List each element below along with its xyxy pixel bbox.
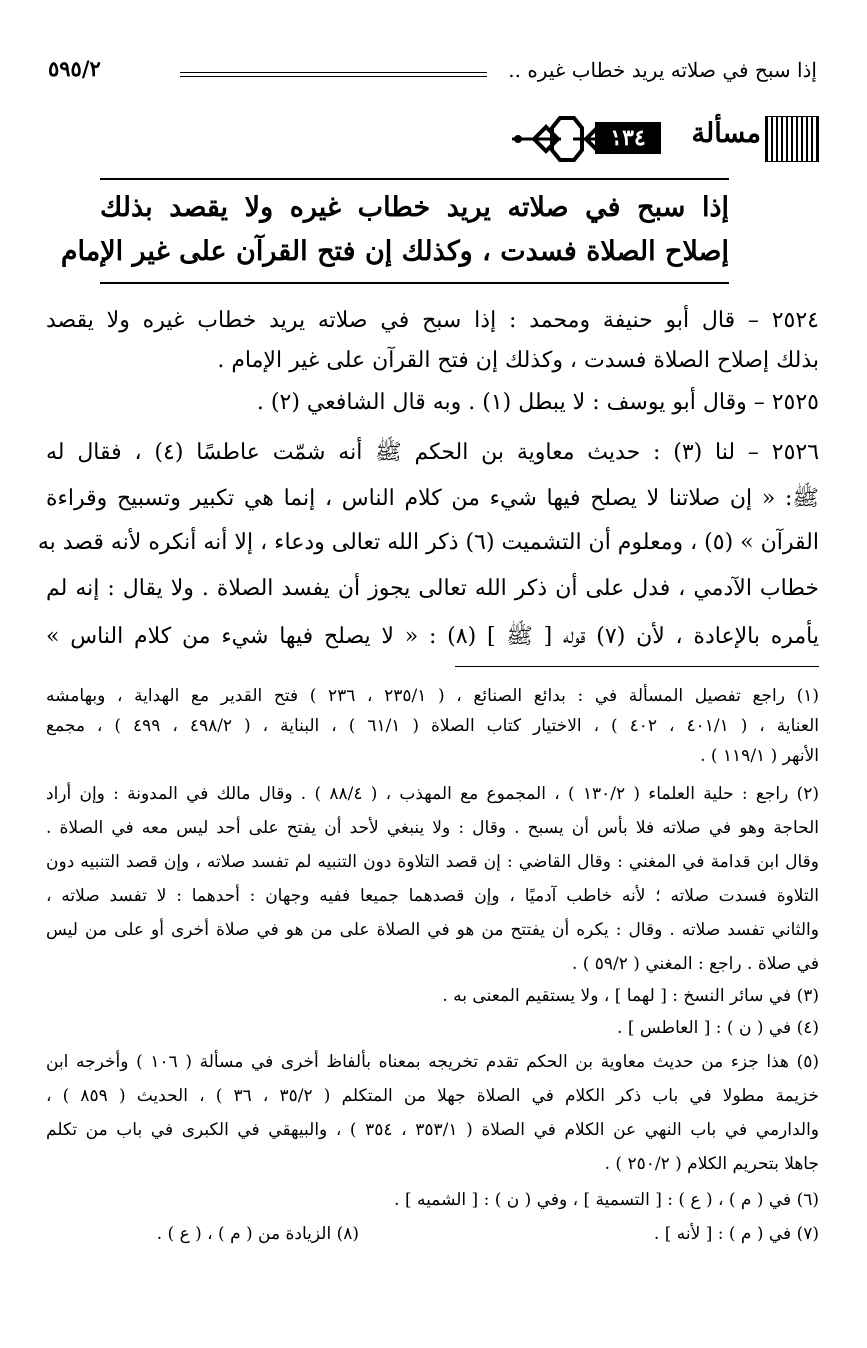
running-title: إذا سبح في صلاته يريد خطاب غيره .. — [508, 58, 817, 82]
body-line: القرآن » (٥) ، ومعلوم أن التشميت (٦) ذكر الله تعالى ودعاء ، إلا أنه أنكره لأنه قصد به — [37, 530, 819, 555]
footnote-line: في صلاة . راجع : المغني ( ٥٩/٢ ) . — [571, 954, 819, 974]
footnote-line: (٢) راجع : حلية العلماء ( ١٣٠/٢ ) ، المجموع مع المهذب ، ( ٨٨/٤ ) . وقال مالك في المدونة : وإن أراد — [46, 784, 819, 804]
page-number: ٥٩٥/٢ — [48, 56, 101, 81]
footnote-line: خزيمة مطولا في باب ذكر الكلام في الصلاة جهلا من المتكلم ( ٣٥/٢ ، ٣٦ ) ، الحديث ( ٨٥٩ ) ، — [46, 1086, 820, 1106]
body-line: يأمره بالإعادة ، لأن (٧) قوله [ ﷺ ] (٨) : « لا يصلح فيها شيء من كلام الناس » — [46, 624, 819, 649]
body-line: خطاب الآدمي ، فدل على أن ذكر الله تعالى يجوز أن يفسد الصلاة . ولا يقال : إنه لم — [46, 576, 819, 601]
footnote-line: وقال ابن قدامة في المغني : وقال القاضي : إن قصد التلاوة دون التنبيه لم تفسد صلاته ، وإن قصد التنبيه دون — [46, 852, 819, 872]
issue-banner — [512, 110, 819, 166]
footnote-line: والثاني تفسد صلاته . وقال : يكره أن يفتتح من هو في الصلاة على من هو في صلاة أخرى أو على من ليس — [46, 920, 819, 940]
running-header — [48, 52, 817, 92]
footnote-line: العناية ، ( ٤٠١/١ ، ٤٠٢ ) ، الاختيار كتاب الصلاة ( ٦١/١ ) ، البناية ، ( ٤٩٨/٢ ، ٤٩٩ ) ، مجمع — [46, 716, 820, 736]
body-line: ٢٥٢٦ – لنا (٣) : حديث معاوية بن الحكم ﷺ أنه شمّت عاطسًا (٤) ، فقال له — [46, 440, 820, 465]
footnote-line: جاهلا بتحريم الكلام ( ٢٥٠/٢ ) . — [604, 1154, 819, 1174]
footnote-line: (٤) في ( ن ) : [ العاطس ] . — [617, 1018, 819, 1038]
footnote-line: (٣) في سائر النسخ : [ لهما ] ، ولا يستقيم المعنى به . — [442, 986, 819, 1006]
footnote-line: (٦) في ( م ) ، ( ع ) : [ التسمية ] ، وفي ( ن ) : [ الشميه ] . — [394, 1190, 819, 1210]
issue-label: مسألة — [691, 118, 761, 149]
footnote-line: التلاوة فسدت صلاته ؛ لأنه خاطب آدميًا ، وإن قصدهما جميعا ففيه وجهان : أحدهما : لا تفسد صلاته ، — [46, 886, 819, 906]
issue-title — [60, 178, 729, 284]
footnote-line: الأنهر ( ١١٩/١ ) . — [700, 746, 819, 766]
body-line: ٢٥٢٤ – قال أبو حنيفة ومحمد : إذا سبح في صلاته يريد خطاب غيره ولا يقصد — [46, 308, 819, 333]
footnote-line: (١) راجع تفصيل المسألة في : بدائع الصنائع ، ( ٢٣٥/١ ، ٢٣٦ ) فتح القدير مع الهداية ، وبهامشه — [46, 686, 819, 706]
body-line: ﷺ: « إن صلاتنا لا يصلح فيها شيء من كلام الناس ، إنما هي تكبير وتسبيح وقراءة — [46, 486, 819, 511]
footnote-7: (٧) في ( م ) : [ لأنه ] . — [653, 1224, 819, 1244]
body-line: ٢٥٢٥ – وقال أبو يوسف : لا يبطل (١) . وبه قال الشافعي (٢) . — [256, 390, 819, 415]
star-ornament-icon — [512, 114, 622, 164]
header-rule — [180, 72, 487, 77]
title-line: إصلاح الصلاة فسدت ، وكذلك إن فتح القرآن على غير الإمام — [60, 236, 729, 267]
body-line: بذلك إصلاح الصلاة فسدت ، وكذلك إن فتح القرآن على غير الإمام . — [217, 348, 819, 373]
footnote-line: والدارمي في باب النهي عن الكلام في الصلاة ( ٣٥٣/١ ، ٣٥٤ ) ، والبيهقي في الكبرى في باب من تكلم — [46, 1120, 820, 1140]
issue-number: ١٣٤ — [595, 122, 661, 154]
footnote-8: (٨) الزيادة من ( م ) ، ( ع ) . — [156, 1224, 359, 1244]
title-line: إذا سبح في صلاته يريد خطاب غيره ولا يقصد بذلك — [100, 192, 729, 223]
bars-ornament-icon — [765, 116, 819, 162]
footnote-separator — [455, 666, 819, 667]
footnote-line: (٥) هذا جزء من حديث معاوية بن الحكم تقدم تخريجه بمعناه بألفاظ أخرى في مسألة ( ١٠٦ ) وأخرجه ابن — [46, 1052, 819, 1072]
footnote-line: الحاجة وهو في صلاته فلا بأس أن يسبح . وقال : ولا ينبغي لأحد أن يفتح على أحد ليس معه في الصلاة . — [46, 818, 819, 838]
